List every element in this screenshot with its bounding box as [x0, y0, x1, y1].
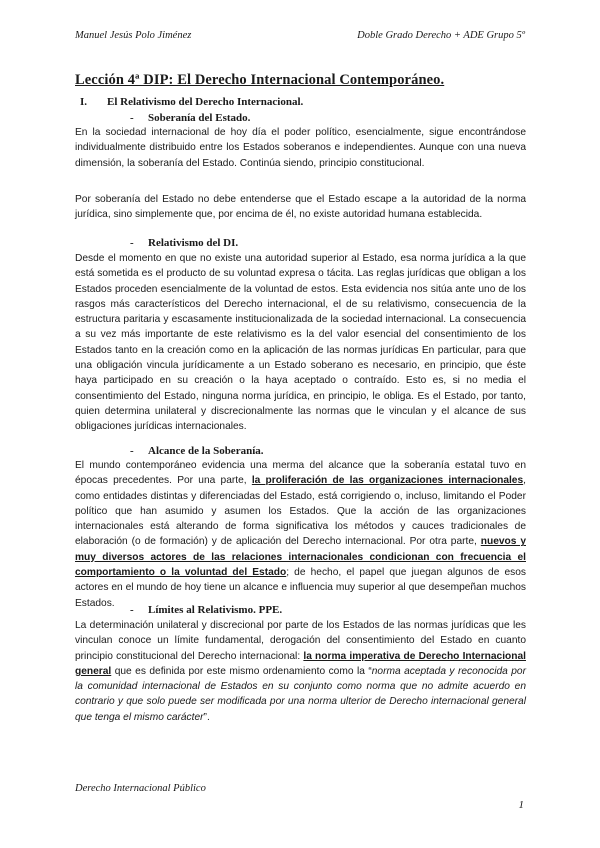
paragraph-soberania-1: En la sociedad internacional de hoy día el poder político, esencialmente, sigue encontrándose individualmente distribuido entre los Estados soberanos e independientes. Aunque con una nueva dimensión, la soberanía del Estado. Continúa siendo, principio constitucional.: [75, 127, 526, 169]
paragraph-alcance: El mundo contemporáneo evidencia una merma del alcance que la soberanía estatal tuvo en épocas precedentes. Por una parte, la proliferación de las organizaciones internacionales, como entidades distintas y diferenciadas del Estado, está corrigiendo o, incluso, limitando el Poder político que han asumido y asumen los Estados. Que la acción de las organizaciones internacionales está alterando de forma significativa los métodos y cauces tradicionales de elaboración (o de formación) y de aplicación del Derecho internacional. Por otra parte, nuevos y muy diversos actores de las relaciones internacionales condicionan con frecuencia el comportamiento o la voluntad del Estado; de hecho, el papel que juegan algunos de esos actores en el mundo de hoy tiene un alcance e influencia muy superior al que desempeñan muchos Estados.: [75, 460, 526, 609]
emphasis-nuevos-actores: nuevos y muy diversos actores de las relaciones internacionales condicionan con frecuencia el comportamiento o la voluntad del Estado: [75, 536, 526, 579]
paragraph-limites: La determinación unilateral y discrecional por parte de los Estados de las normas jurídicas que les vinculan conoce un límite fundamental, derogación del consentimiento del Estado en cuanto principio constitucional del Derecho internacional: la norma imperativa de Derecho Internacional general que es definida por este mismo ordenamiento como la “norma aceptada y reconocida por la comunidad internacional de Estados en su conjunto como norma que no admite acuerdo en contrario y que solo puede ser modificada por una norma ulterior de Derecho internacional general que tenga el mismo carácter”.: [75, 620, 526, 723]
subsection-title: Soberanía del Estado.: [148, 112, 251, 124]
emphasis-organizaciones: la proliferación de las organizaciones internacionales: [251, 475, 524, 487]
header-course: Doble Grado Derecho + ADE Grupo 5º: [357, 30, 525, 41]
subsection-heading-soberania: - Soberanía del Estado.: [130, 112, 251, 124]
subsection-title: Límites al Relativismo. PPE.: [148, 604, 283, 616]
subsection-title: Alcance de la Soberanía.: [148, 445, 264, 457]
paragraph-soberania-2: Por soberanía del Estado no debe entenderse que el Estado escape a la autoridad de la norma jurídica, sino simplemente que, por encima de él, no existe autoridad humana establecida.: [75, 194, 526, 221]
quote-norma-imperativa: norma aceptada y reconocida por la comunidad internacional de Estados en su conjunto como norma que no admite acuerdo en contrario y que solo puede ser modificada por una norma ulterior de Derecho internacional general que tenga el mismo carácter: [75, 665, 526, 723]
subsection-heading-alcance: - Alcance de la Soberanía.: [130, 445, 264, 457]
header-author: Manuel Jesús Polo Jiménez: [75, 30, 192, 41]
subsection-heading-limites: - Límites al Relativismo. PPE.: [130, 604, 283, 616]
section-heading: [80, 96, 303, 108]
page-number: 1: [518, 799, 524, 811]
page-header: [75, 30, 525, 46]
emphasis-norma-imperativa: la norma imperativa de Derecho Internacional general: [75, 650, 526, 677]
footer-subject: Derecho Internacional Público: [75, 783, 206, 794]
section-title: El Relativismo del Derecho Internacional.: [107, 96, 304, 108]
section-number: I.: [80, 96, 88, 108]
paragraph-relativismo: Desde el momento en que no existe una autoridad superior al Estado, esa norma jurídica a la que está sometida es el producto de su voluntad expresa o tácita. Las reglas jurídicas que obligan a los Estados proceden esencialmente de la voluntad de estos. Esta evidencia nos sitúa ante uno de los rasgos más característicos del Derecho internacional, el de su relativismo, consecuencia de la estructura paritaria y escasamente institucionalizada de la sociedad internacional. La consecuencia a su vez más importante de este relativismo es la del valor esencial del consentimiento de los Estados tanto en la creación como en la aplicación de las normas jurídicas En particular, para que una obligación vincula jurídicamente a un Estado soberano es necesario, en principio, que éste haya participado en su creación o la haya aceptado o contraído. Esto es, si no media el consentimiento del Estado, ninguna norma jurídica, en principio, le obliga. Es el Estado, por tanto, quien determina unilateral y discrecionalmente las normas que le vinculan y el alcance de sus obligaciones jurídicas internacionales.: [75, 253, 526, 433]
subsection-title: Relativismo del DI.: [148, 237, 239, 249]
subsection-heading-relativismo: - Relativismo del DI.: [130, 237, 239, 249]
lesson-title: Lección 4ª DIP: El Derecho Internacional Contemporáneo.: [75, 72, 445, 88]
